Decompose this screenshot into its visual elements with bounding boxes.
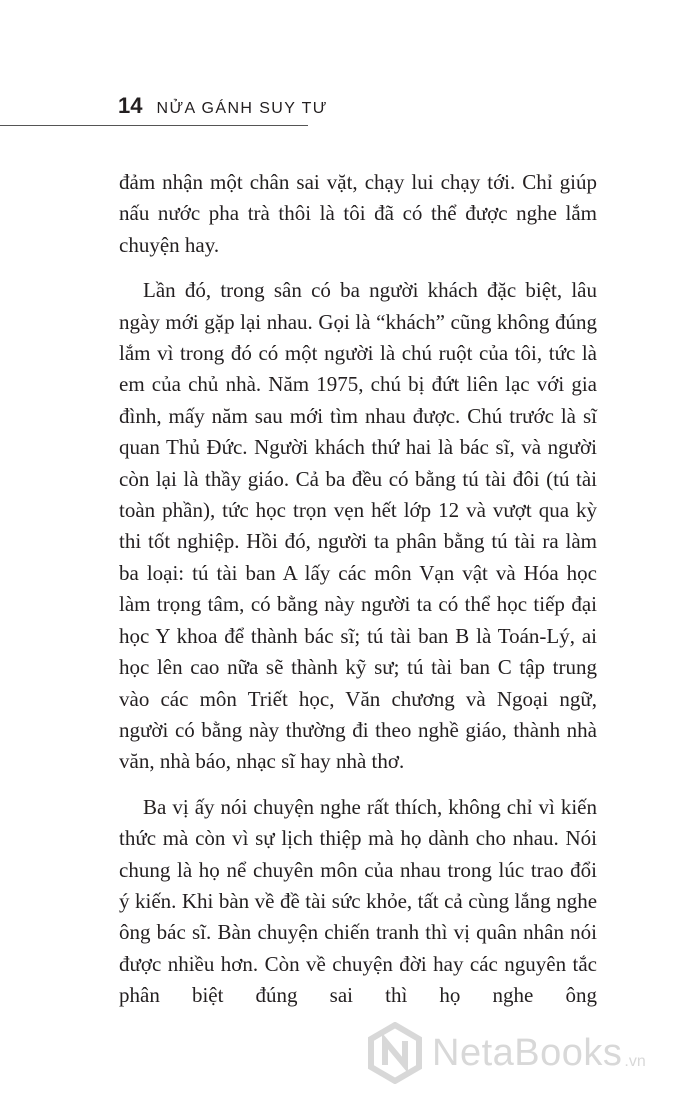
running-header [118, 93, 328, 119]
text-line: nhau. Nói chung là họ nể chuyên môn của nhau trong [119, 826, 597, 882]
text-line: với gia đình, mấy năm sau mới tìm nhau được. Chú [119, 372, 597, 428]
text-line: đảm nhận một chân sai vặt, chạy lui chạy tới. Chỉ giúp [119, 170, 597, 194]
text-line: Vạn vật và Hóa học làm trọng tâm, có bằng này người [119, 560, 597, 617]
text-line: tài ban B là Toán-Lý, ai học lên cao nữa sẽ thành kỹ [119, 623, 597, 680]
paragraph-2 [119, 275, 597, 778]
text-line: ngày mới gặp lại nhau. Gọi là “khách” cũng không [119, 309, 550, 334]
watermark-brand: NetaBooks [432, 1031, 623, 1074]
text-line: tức là em của chủ nhà. Năm 1975, chú bị đứt liên lạc [119, 341, 598, 397]
paragraph-3 [119, 792, 597, 1012]
text-line: Ba vị ấy nói chuyện nghe rất thích, không chỉ vì [143, 794, 555, 819]
netabooks-watermark [364, 1022, 646, 1084]
text-line: nhà thơ. [335, 749, 405, 774]
text-line: ta có thể học tiếp đại học Y khoa để thành bác sĩ; tú [119, 592, 597, 648]
body-text [119, 167, 597, 1012]
text-line: vị quân nhân nói được nhiều hơn. Còn về chuyện đời [119, 920, 598, 976]
text-line: cùng lắng nghe ông bác sĩ. Bàn chuyện chiến tranh thì [119, 888, 598, 945]
text-line: chuyện hay. [119, 232, 220, 257]
text-line: đúng lắm vì trong đó có một người là chú ruột của tôi, [119, 309, 597, 366]
text-line: lúc trao đổi ý kiến. Khi bàn về đề tài sức khỏe, tất cả [119, 857, 597, 913]
running-title: NỬA GÁNH SUY TƯ [156, 100, 328, 117]
text-line: sĩ, và người còn lại là thầy giáo. Cả ba đều có bằng tú [119, 435, 598, 491]
header-rule [0, 125, 308, 126]
text-line: sư; tú tài ban C tập trung vào các môn Triết học, Văn [119, 655, 598, 711]
paragraph-1 [119, 167, 597, 261]
text-line: bằng tú tài ra làm ba loại: tú tài ban A lấy các môn [119, 529, 598, 585]
text-line: chương và Ngoại ngữ, người có bằng này thường đi [119, 686, 597, 742]
text-line: Lần đó, trong sân có ba người khách đặc biệt, lâu [143, 278, 597, 303]
text-line: nấu nước pha trà thôi là tôi đã có thể được nghe lắm [119, 201, 597, 226]
text-line: tài đôi (tú tài toàn phần), tức học trọn vẹn hết lớp 12 [119, 466, 597, 523]
text-line: kiến thức mà còn vì sự lịch thiệp mà họ dành cho [119, 794, 597, 851]
text-line: hay các nguyên tắc phân biệt đúng sai thì họ nghe ông [119, 951, 597, 1008]
text-line: trước là sĩ quan Thủ Đức. Người khách thứ hai là bác [119, 403, 597, 460]
n-hexagon-logo-icon [364, 1022, 426, 1084]
page-number: 14 [118, 93, 143, 118]
text-line: theo nghề giáo, thành nhà văn, nhà báo, nhạc sĩ hay [119, 717, 598, 774]
text-line: và vượt qua kỳ thi tốt nghiệp. Hồi đó, người ta phân [119, 498, 597, 554]
watermark-suffix: .vn [624, 1053, 646, 1070]
